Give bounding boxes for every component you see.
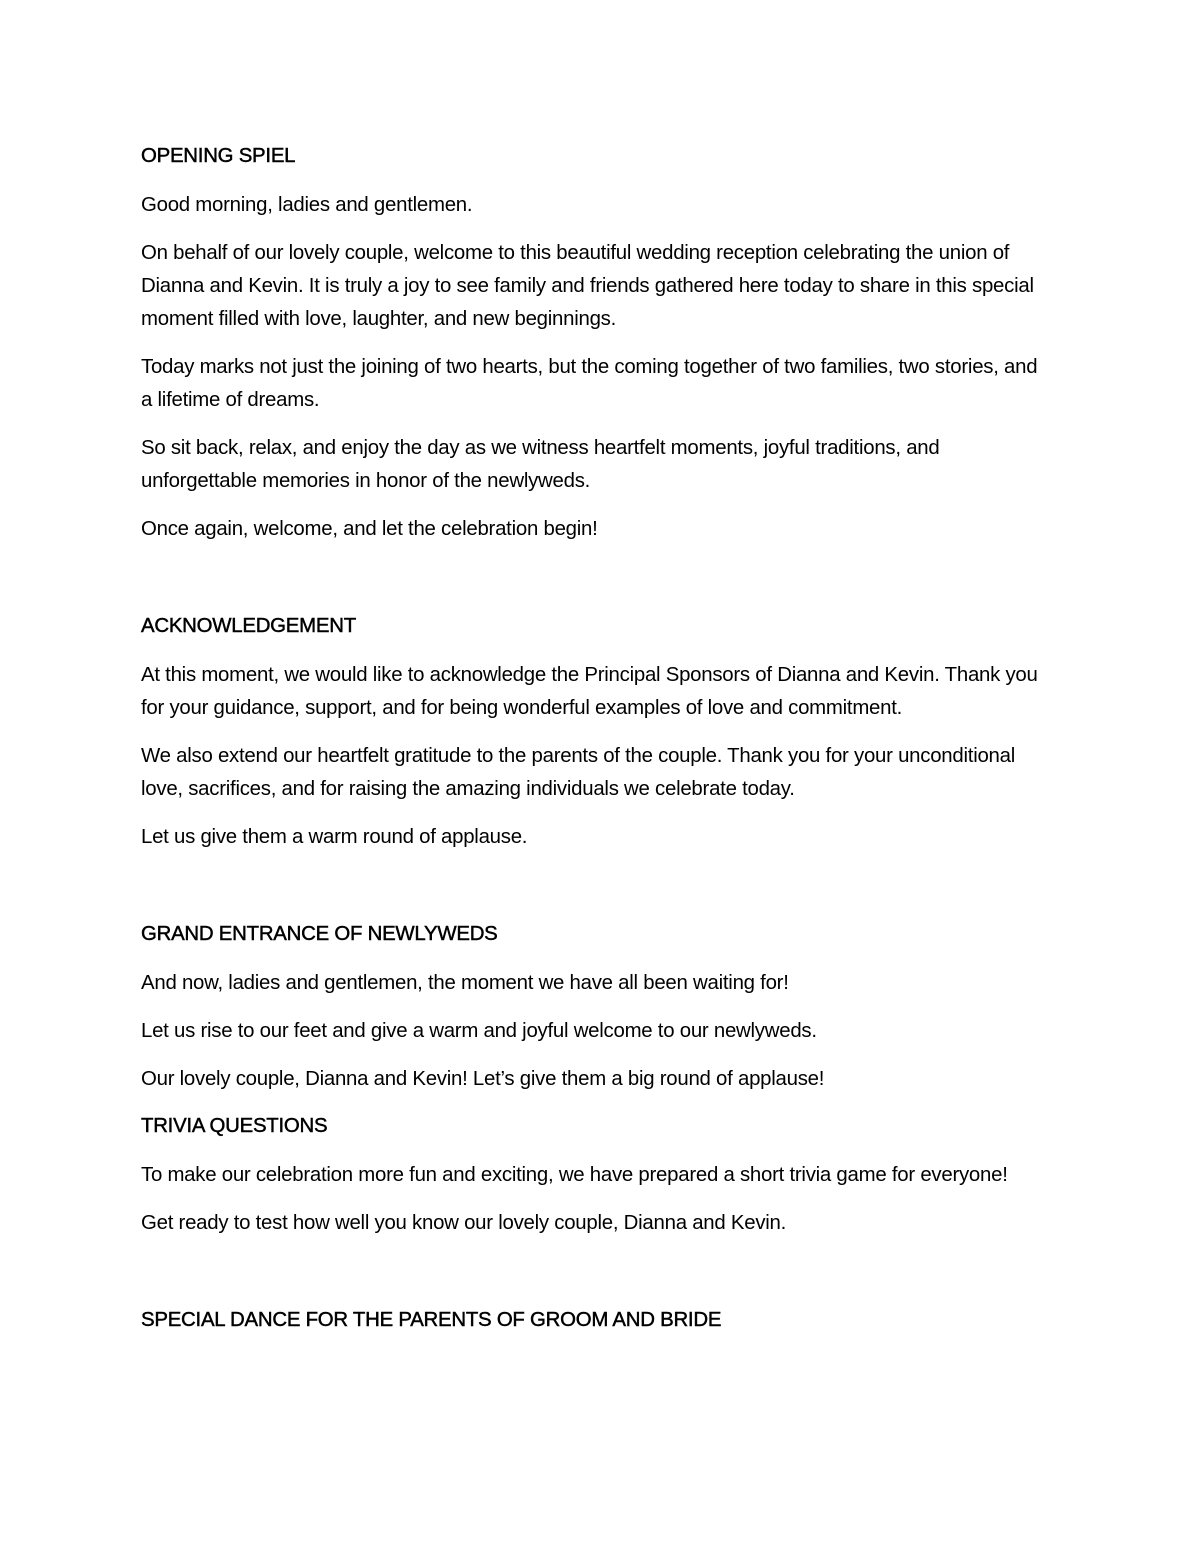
paragraph: Our lovely couple, Dianna and Kevin! Let’s give them a big round of applause! [141,1068,825,1090]
paragraph: Get ready to test how well you know our lovely couple, Dianna and Kevin. [141,1212,787,1234]
section-opening-spiel [141,140,1046,546]
paragraph: So sit back, relax, and enjoy the day as we witness heartfelt moments, joyful traditions, and unforgettable memories in honor of the newlyweds. [141,437,940,492]
paragraph: To make our celebration more fun and exciting, we have prepared a short trivia game for everyone! [141,1164,1008,1186]
section-special-dance [141,1304,1046,1337]
section-trivia-questions [141,1110,1046,1240]
paragraph: On behalf of our lovely couple, welcome to this beautiful wedding reception celebrating the union of Dianna and Kevin. It is truly a joy to see family and friends gathered here today to share in this special moment filled with love, laughter, and new beginnings. [141,242,1034,330]
section-heading: SPECIAL DANCE FOR THE PARENTS OF GROOM AND BRIDE [141,1309,722,1331]
section-heading: ACKNOWLEDGEMENT [141,615,356,637]
paragraph: Let us rise to our feet and give a warm and joyful welcome to our newlyweds. [141,1020,817,1042]
paragraph: Once again, welcome, and let the celebration begin! [141,518,598,540]
paragraph: We also extend our heartfelt gratitude to the parents of the couple. Thank you for your unconditional love, sacrifices, and for raising the amazing individuals we celebrate today. [141,745,1016,800]
paragraph: At this moment, we would like to acknowledge the Principal Sponsors of Dianna and Kevin. Thank you for your guidance, support, and for being wonderful examples of love and commitment. [141,664,1038,719]
section-acknowledgement [141,610,1046,854]
section-heading: TRIVIA QUESTIONS [141,1115,328,1137]
section-heading: GRAND ENTRANCE OF NEWLYWEDS [141,923,498,945]
paragraph: And now, ladies and gentlemen, the moment we have all been waiting for! [141,972,789,994]
section-heading: OPENING SPIEL [141,145,296,167]
paragraph: Let us give them a warm round of applause. [141,826,528,848]
paragraph: Good morning, ladies and gentlemen. [141,194,473,216]
section-grand-entrance [141,918,1046,1096]
paragraph: Today marks not just the joining of two hearts, but the coming together of two families, two stories, and a lifetime of dreams. [141,356,1038,411]
document-body [141,140,1046,1353]
